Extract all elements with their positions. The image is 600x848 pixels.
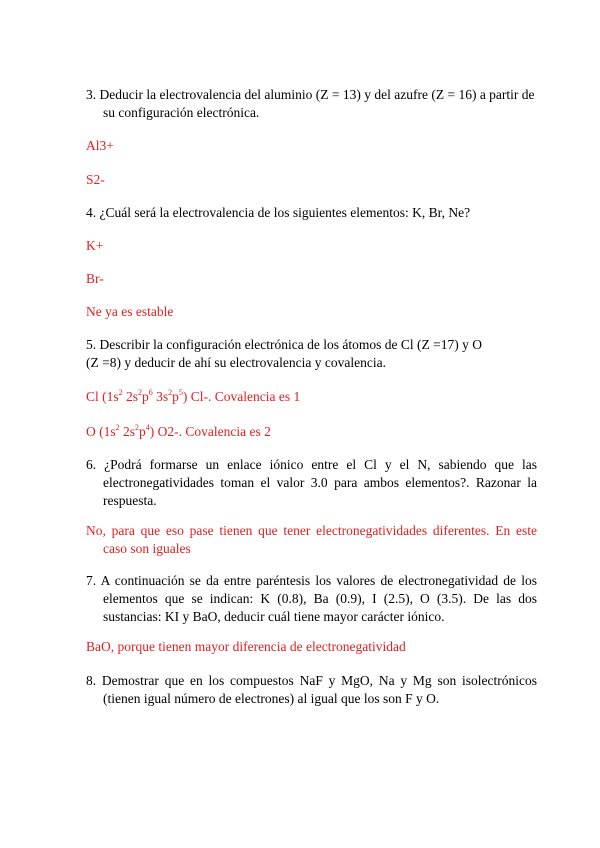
question-8: 8. Demostrar que en los compuestos NaF y MgO, Na y Mg son isolectrónicos (tienen igual número de electrones) al igual que los son F y O.	[86, 673, 537, 706]
question-4: 4. ¿Cuál será la electrovalencia de los siguientes elementos: K, Br, Ne?	[86, 205, 471, 220]
question-5	[86, 336, 520, 372]
answer-chlorine-config: Cl ($1s^2$ $2s^2p^6$ $3s^2p^5$) Cl-. Covalencia es 1	[86, 387, 301, 404]
answer-aluminium: Al3+	[86, 138, 114, 153]
answer-6: No, para que eso pase tienen que tener electronegatividades diferentes. En este caso son iguales	[86, 523, 537, 556]
answer-bromine: Br-	[86, 271, 104, 286]
question-7: 7. A continuación se da entre paréntesis los valores de electronegatividad de los elementos que se indican: K (0.8), Ba (0.9), I (2.5), O (3.5). De las dos sustancias: KI y BaO, deducir cuál tiene mayor carácter iónico.	[86, 573, 537, 624]
question-6: 6. ¿Podrá formarse un enlace iónico entre el Cl y el N, sabiendo que las electronegatividades toman el valor 3.0 para ambos elementos?. Razonar la respuesta.	[86, 457, 537, 508]
answer-potassium: K+	[86, 238, 104, 253]
answer-oxygen-config: O ($1s^2$ $2s^2p^4$) O2-. Covalencia es 2	[86, 422, 271, 439]
answer-sulfur: S2-	[86, 172, 105, 187]
question-5-line-2: (Z =8) y deducir de ahí su electrovalencia y covalencia.	[86, 355, 386, 370]
answer-neon: Ne ya es estable	[86, 304, 174, 319]
question-5-line-1: 5. Describir la configuración electrónica de los átomos de Cl (Z =17) y O	[86, 337, 482, 352]
question-3: 3. Deducir la electrovalencia del aluminio (Z = 13) y del azufre (Z = 16) a partir de su configuración electrónica.	[86, 87, 535, 120]
answer-7: BaO, porque tienen mayor diferencia de electronegatividad	[86, 639, 406, 654]
